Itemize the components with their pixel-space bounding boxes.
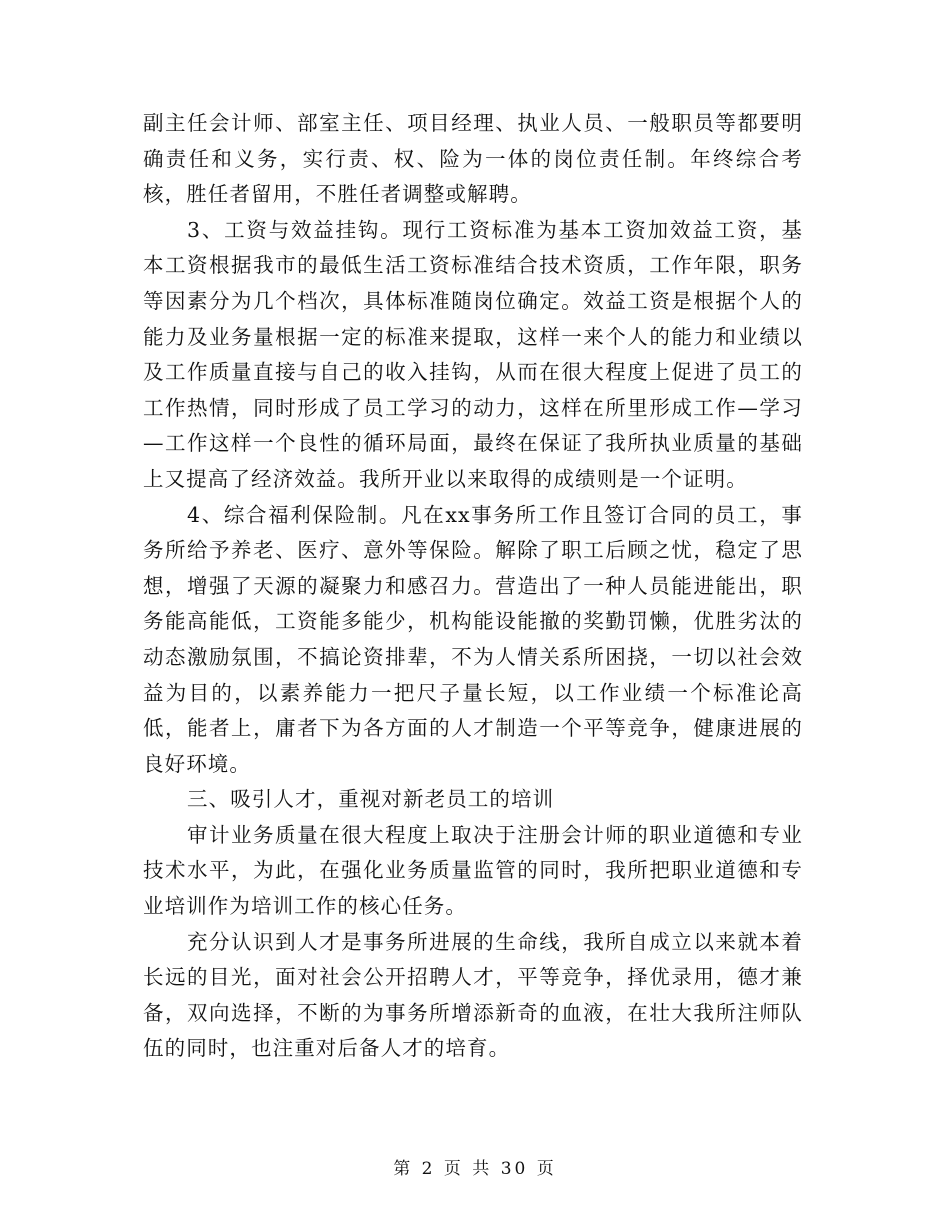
paragraph-talent: 充分认识到人才是事务所进展的生命线，我所自成立以来就本着长远的目光，面对社会公开招聘人才，平等竞争，择优录用，德才兼备，双向选择，不断的为事务所增添新奇的血液，在壮大我所注师队伍的同时，也注重对后备人才的培育。: [143, 929, 803, 1061]
page-number-footer: 第 2 页 共 30 页: [393, 1159, 557, 1179]
document-body: [143, 106, 803, 1067]
paragraph-welfare-insurance: 4、综合福利保险制。凡在xx事务所工作且签订合同的员工，事务所给予养老、医疗、意外等保险。解除了职工后顾之忧，稳定了思想，增强了天源的凝聚力和感召力。营造出了一种人员能进能出，职务能高能低，工资能多能少，机构能设能撤的奖勤罚懒，优胜劣汰的动态激励氛围，不搞论资排辈，不为人情关系所困挠，一切以社会效益为目的，以素养能力一把尺子量长短，以工作业绩一个标准论高低，能者上，庸者下为各方面的人才制造一个平等竞争，健康进展的良好环境。: [143, 502, 803, 776]
section-heading: 三、吸引人才，重视对新老员工的培训: [187, 787, 555, 812]
paragraph-audit-quality: 审计业务质量在很大程度上取决于注册会计师的职业道德和专业技术水平，为此，在强化业务质量监管的同时，我所把职业道德和专业培训作为培训工作的核心任务。: [143, 822, 803, 919]
paragraph-continued: 副主任会计师、部室主任、项目经理、执业人员、一般职员等都要明确责任和义务，实行责、权、险为一体的岗位责任制。年终综合考核，胜任者留用，不胜任者调整或解聘。: [143, 111, 803, 207]
paragraph-wage-benefit-link: 3、工资与效益挂钩。现行工资标准为基本工资加效益工资，基本工资根据我市的最低生活工资标准结合技术资质，工作年限，职务等因素分为几个档次，具体标准随岗位确定。效益工资是根据个人的能力及业务量根据一定的标准来提取，这样一来个人的能力和业绩以及工作质量直接与自己的收入挂钩，从而在很大程度上促进了员工的工作热情，同时形成了员工学习的动力，这样在所里形成工作—学习—工作这样一个良性的循环局面，最终在保证了我所执业质量的基础上又提高了经济效益。我所开业以来取得的成绩则是一个证明。: [143, 217, 803, 491]
